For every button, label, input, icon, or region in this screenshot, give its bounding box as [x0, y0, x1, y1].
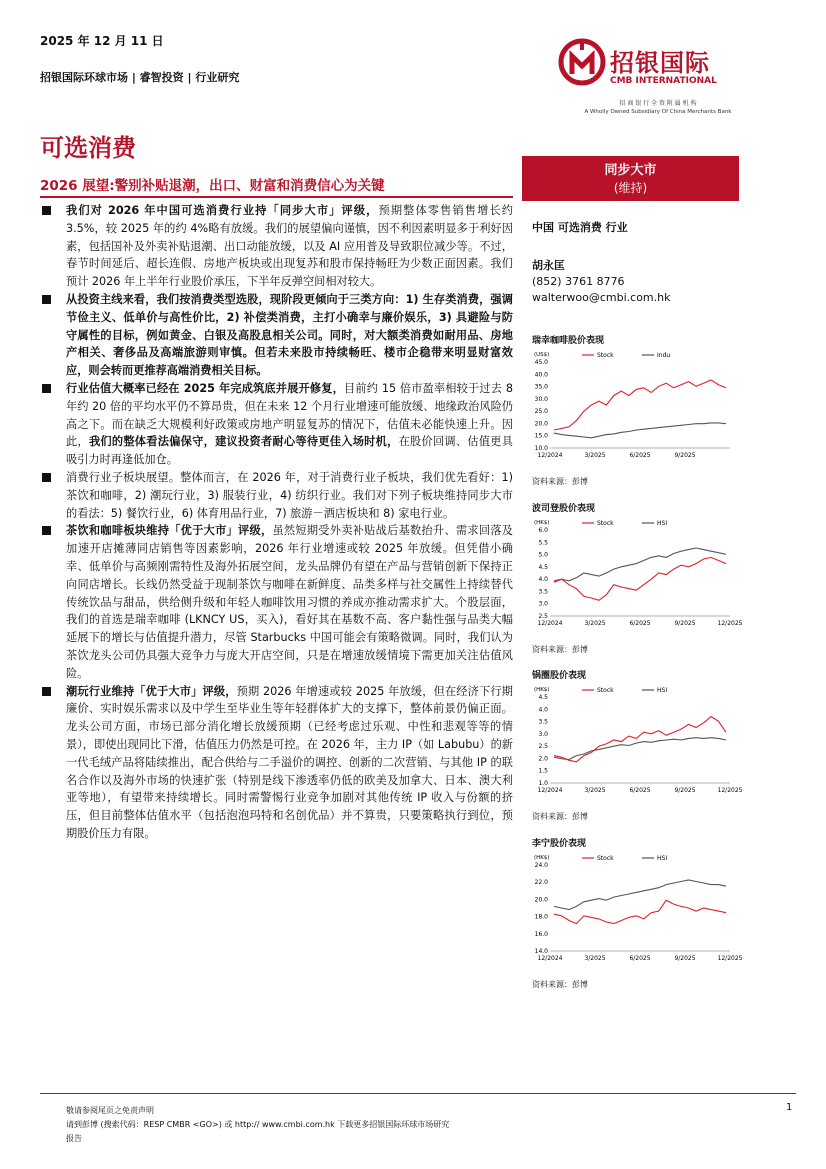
chart-source: 资料来源：彭博: [532, 645, 588, 654]
y-tick-label: 18.0: [534, 913, 548, 921]
x-tick-label: 6/2025: [629, 787, 651, 794]
disclaimer-note[interactable]: 敬请参阅尾页之免责声明: [66, 1106, 154, 1115]
y-tick-label: 14.0: [534, 948, 548, 955]
y-tick-label: 40.0: [534, 371, 548, 379]
sidebar-meta: [532, 220, 670, 306]
legend-label: Indu: [657, 352, 671, 359]
x-tick-label: 6/2025: [629, 620, 651, 627]
report-headline: 2026 展望:警别补贴退潮，出口、财富和消费信心为关键: [40, 178, 385, 194]
y-tick-label: 2.5: [538, 613, 548, 620]
y-tick-label: 6.0: [538, 527, 548, 534]
para-bold-text: 我们的整体看法偏保守，建议投资者耐心等待更佳入场时机，: [88, 435, 399, 449]
analyst-phone: (852) 3761 8776: [532, 275, 625, 288]
y-tick-label: 25.0: [534, 408, 548, 416]
chart-luckin: [532, 333, 742, 487]
y-tick-label: 3.0: [538, 600, 548, 608]
page-number: 1: [786, 1102, 793, 1113]
para-text: 预期整体零售销售增长约 3.5%，较 2025 年的约 4%略有放缓。我们的展望偏向谨慎，因不利因素明显多于利好因素，包括国补及外卖补贴退潮、出口动能放缓，以及 AI 应用普及导致职位减少等。不过，春节时间延后、超长连假、房地产板块或出现复苏和股市保持畅旺为少数正面因素。我们预计 2026 年上半年行业股价承压，下半年反弹空间相对较大。: [66, 204, 513, 289]
y-tick-label: 1.0: [538, 780, 548, 787]
legend-label: Stock: [597, 687, 614, 694]
para-bold-text: 潮玩行业维持「优于大市」评级，: [66, 684, 237, 698]
logo-name-cn: 招银国际: [610, 49, 710, 77]
chart-bosideng: [532, 501, 742, 655]
x-tick-label: 9/2025: [674, 955, 696, 962]
bullet-square-icon: [42, 473, 51, 482]
chart-lining: [532, 836, 742, 990]
chart-source: 资料来源：彭博: [532, 477, 588, 486]
report-date: 2025 年 12 月 11 日: [40, 34, 164, 48]
y-tick-label: 20.0: [534, 896, 548, 904]
headline-rule: [40, 196, 513, 198]
bloomberg-note-cont: 报告: [66, 1134, 82, 1143]
bloomberg-note: 请到彭博 (搜索代码：RESP CMBR <GO>) 或 http:// www.cmbi.com.hk 下载更多招银国际环球市场研究: [66, 1120, 450, 1129]
y-tick-label: 5.0: [538, 551, 548, 559]
chart-unit: (US$): [534, 352, 550, 358]
rating-label: 同步大市: [604, 163, 657, 178]
y-tick-label: 5.5: [538, 539, 548, 547]
y-tick-label: 3.0: [538, 730, 548, 738]
para-text: 预期 2026 年增速或较 2025 年放缓，但在经济下行期廉价、实时娱乐需求以及中学生至毕业生等年轻群体扩大的支撑下，整体前景仍偏正面。龙头公司方面，市场已部分消化增长放缓预期（已经考虑过乐观、中性和悲观等等的情景），即使出现同比下滑，估值压力仍然是可控。在 2026 年，主力 IP（如 Labubu）的新一代毛绒产品将陆续推出，配合供给与二手溢价的调控、创新的二次营销、与其他 IP 的联名合作以及海外市场的快速扩张（特别是线下渗透率仍低的欧美及加拿大、日本、澳大利亚等地），有望带来持续增长。同时需警惕行业竞争加剧对其他传统 IP 收入与份额的挤压，但目前整体估值水平（包括泡泡玛特和名创优品）并不算贵，只要策略执行到位，预期股价压力有限。: [66, 684, 513, 840]
body-paragraph: [40, 380, 513, 469]
main-body: [40, 202, 513, 843]
bullet-square-icon: [42, 384, 51, 393]
price-chart-svg: [532, 849, 742, 969]
y-tick-label: 16.0: [534, 930, 548, 938]
index-line: [554, 880, 726, 910]
analyst-email[interactable]: walterwoo@cmbi.com.hk: [532, 291, 671, 304]
y-tick-label: 10.0: [534, 445, 548, 452]
x-tick-label: 9/2025: [674, 452, 696, 459]
x-tick-label: 12/2024: [537, 787, 563, 794]
legend-label: Stock: [597, 520, 614, 527]
para-text: 目前约 15 倍市盈率相较于过去 8 年约 20 倍的平均水平仍不算昂贵，但在未来 12 个月行业增速可能放缓、地缘政治风险仍高之下。而在缺乏大规模利好政策或房地产明显复苏的情况下，估值未必能快速上升。因此，: [66, 381, 513, 449]
x-tick-label: 3/2025: [584, 620, 606, 627]
bullet-square-icon: [42, 687, 51, 696]
legend-label: HSI: [657, 520, 668, 527]
cmbi-logo: [558, 38, 758, 123]
y-tick-label: 20.0: [534, 420, 548, 428]
y-tick-label: 4.5: [538, 563, 548, 571]
para-bold-text: 从投资主线来看，我们按消费类型选股，现阶段更倾向于三类方向：1) 生存类消费，强调节俭主义、低单价与高性价比，2) 补偿类消费，主打小确幸与廉价娱乐，3) 具避险与防守属性的目标，例如黄金、白银及高股息相关公司。同时，对大额类消费如耐用品、房地产相关、奢侈品及高端旅游则审慎。但若未来股市持续畅旺、楼市企稳带来明显财富效应，则会转而更推荐高端消费相关目标。: [66, 292, 513, 378]
x-tick-label: 12/2024: [537, 452, 563, 459]
y-tick-label: 22.0: [534, 879, 548, 887]
y-tick-label: 4.5: [538, 694, 548, 701]
y-tick-label: 3.5: [538, 718, 548, 726]
sector-line: 中国 可选消费 行业: [532, 221, 628, 234]
logo-tagline-cn: 招 商 银 行 全 资 附 属 机 构: [619, 100, 697, 107]
y-tick-label: 2.5: [538, 743, 548, 751]
y-tick-label: 45.0: [534, 359, 548, 366]
x-tick-label: 12/2025: [717, 787, 742, 794]
price-chart-svg: [532, 681, 742, 801]
y-tick-label: 35.0: [534, 383, 548, 391]
chart-title: 李宁股价表现: [532, 839, 587, 849]
cmbi-emblem-icon: [558, 38, 606, 90]
chart-source: 资料来源：彭博: [532, 980, 588, 989]
footer-rule: [40, 1093, 796, 1094]
footer: [66, 1104, 449, 1146]
para-bold-text: 行业估值大概率已经在 2025 年完成筑底并展开修复，: [66, 381, 345, 395]
y-tick-label: 2.0: [538, 755, 548, 763]
x-tick-label: 3/2025: [584, 452, 606, 459]
bullet-square-icon: [42, 526, 51, 535]
index-line: [554, 423, 726, 438]
body-paragraph: [40, 202, 513, 291]
x-tick-label: 3/2025: [584, 955, 606, 962]
analyst-name: 胡永匡: [532, 259, 565, 272]
chart-guoquan: [532, 668, 742, 822]
logo-tagline-en: A Wholly Owned Subsidiary Of China Merchants Bank: [584, 109, 732, 115]
y-tick-label: 24.0: [534, 862, 548, 869]
y-tick-label: 4.0: [538, 706, 548, 714]
rating-status: (维持): [613, 181, 648, 195]
para-bold-text: 我们对 2026 年中国可选消费行业持「同步大市」评级，: [66, 204, 379, 217]
body-paragraph: [40, 683, 513, 843]
y-tick-label: 15.0: [534, 432, 548, 440]
x-tick-label: 12/2025: [717, 955, 742, 962]
body-paragraph: [40, 522, 513, 682]
chart-unit: (HK$): [534, 520, 550, 526]
para-bold-text: 茶饮和咖啡板块维持「优于大市」评级，: [66, 524, 273, 538]
x-tick-label: 12/2024: [537, 620, 563, 627]
legend-label: HSI: [657, 855, 668, 862]
x-tick-label: 9/2025: [674, 787, 696, 794]
y-tick-label: 3.5: [538, 588, 548, 596]
bullet-square-icon: [42, 206, 51, 215]
legend-label: HSI: [657, 687, 668, 694]
y-tick-label: 1.5: [538, 767, 548, 775]
breadcrumb: 招银国际环球市场 | 睿智投资 | 行业研究: [40, 71, 240, 84]
chart-unit: (HK$): [534, 687, 550, 693]
chart-title: 锅圈股价表现: [532, 671, 587, 681]
x-tick-label: 6/2025: [629, 452, 651, 459]
chart-title: 瑞幸咖啡股价表现: [532, 336, 605, 346]
x-tick-label: 6/2025: [629, 955, 651, 962]
body-paragraph: [40, 291, 513, 380]
index-line: [554, 548, 726, 582]
x-tick-label: 12/2025: [717, 620, 742, 627]
stock-price-line: [554, 557, 726, 600]
x-tick-label: 12/2024: [537, 955, 563, 962]
para-text: 消费行业子板块展望。整体而言，在 2026 年，对于消费行业子板块，我们优先看好：1) 茶饮和咖啡，2) 潮玩行业，3) 服装行业，4) 纺织行业。我们对下列子板块维持同步大市的看法：5) 餐饮行业，6) 体育用品行业，7) 旅游－酒店板块和 8) 家电行业。: [66, 470, 513, 520]
x-tick-label: 9/2025: [674, 620, 696, 627]
y-tick-label: 30.0: [534, 395, 548, 403]
body-paragraph: [40, 469, 513, 522]
logo-name-en: CMB INTERNATIONAL: [610, 76, 717, 86]
stock-price-line: [554, 380, 726, 430]
index-line: [554, 738, 726, 760]
legend-label: Stock: [597, 352, 614, 359]
x-tick-label: 3/2025: [584, 787, 606, 794]
legend-label: Stock: [597, 855, 614, 862]
y-tick-label: 4.0: [538, 576, 548, 584]
bullet-square-icon: [42, 295, 51, 304]
price-chart-svg: [532, 346, 742, 466]
chart-title: 波司登股价表现: [532, 504, 596, 514]
chart-unit: (HK$): [534, 855, 550, 861]
chart-source: 资料来源：彭博: [532, 812, 588, 821]
para-text: 虽然短期受外卖补贴战后基数抬升、需求回落及加速开店摊薄同店销售等因素影响，2026 年行业增速或较 2025 年放缓。但凭借小确幸、低单价与高频刚需特性及海外拓展空间，龙头品牌仍有望在产品与营销创新下保持正向同店增长。长线仍然受益于现制茶饮与咖啡在新鲜度、品类多样与社交属性上持续替代传统饮品与甜品，供给侧升级和年轻人咖啡饮用习惯的养成亦推动需求扩大。个股层面，我们的首选是瑞幸咖啡 (LKNCY US，买入)，看好其在基数不高、客户黏性强与品类大幅延展下的增长与估值提升潜力，尽管 Starbucks 中国可能会有策略微调。同时，我们认为茶饮龙头公司仍具强大竞争力与庞大开店空间，只是在增速放缓情境下需更加关注估值风险。: [66, 524, 513, 680]
price-chart-svg: [532, 514, 742, 634]
sector-title: 可选消费: [40, 134, 136, 162]
rating-box: [522, 156, 739, 201]
para-text: 在股价回调、估值更具吸引力时再逢低加仓。: [66, 435, 513, 467]
